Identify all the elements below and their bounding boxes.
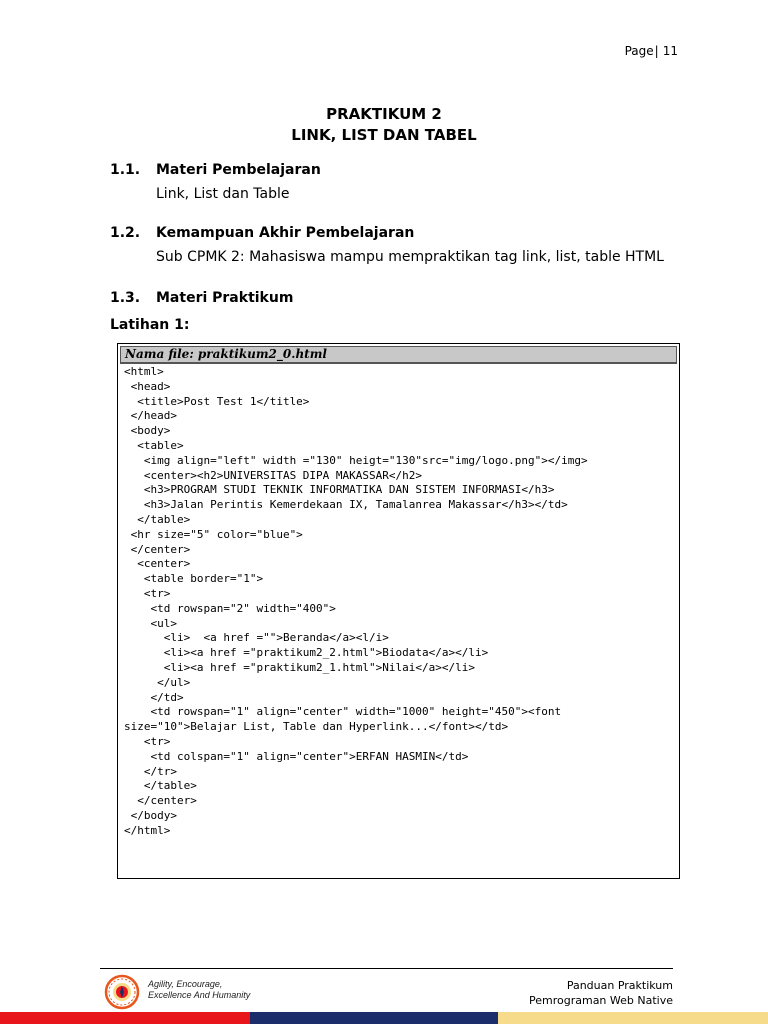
tagline-line-1: Agility, Encourage, <box>148 979 223 989</box>
footer-title-line-2: Pemrograman Web Native <box>529 994 673 1007</box>
tagline-line-2: Excellence And Humanity <box>148 990 251 1000</box>
title-line-1: PRAKTIKUM 2 <box>326 105 442 123</box>
section-1-2 <box>110 225 664 265</box>
section-1-1 <box>110 162 321 202</box>
page-number: 11 <box>662 44 678 58</box>
footer-title-line-1: Panduan Praktikum <box>566 979 673 992</box>
footer-tagline <box>148 979 250 1001</box>
code-filename: Nama file: praktikum2_0.html <box>120 346 677 363</box>
section-number: 1.2. <box>110 225 141 241</box>
document-title <box>0 104 768 146</box>
page-header <box>625 44 678 58</box>
section-body: Link, List dan Table <box>156 186 290 202</box>
footer-doc-title <box>529 978 673 1008</box>
stripe-red <box>0 1012 250 1024</box>
code-content: <html> <head> <title>Post Test 1</title> </head> <body> <table> <img align="left" width ="130" heigt="130"src="img/logo.png"></img> <center><h2>UNIVERSITAS DIPA MAKASSAR</h2> <h3>PROGRAM STUDI TEKNIK INFORMATIKA DAN SISTEM INFORMASI</h3> <h3>Jalan Perintis Kemerdekaan IX, Tamalanrea Makassar</h3></td> </table> <hr size="5" color="blue"> </center> <center> <table border="1"> <tr> <td rowspan="2" width="400"> <ul> <li> <a href ="">Beranda</a><l/i> <li><a href ="praktikum2_2.html">Biodata</a></li> <li><a href ="praktikum2_1.html">Nilai</a></li> </ul> </td> <td rowspan="1" align="center" width="1000" height="450"><font size="10">Belajar List, Table dan Hyperlink...</font></td> <tr> <td colspan="1" align="center">ERFAN HASMIN</td> </tr> </table> </center> </body> </html> <box>120 363 677 839</box>
footer-color-stripe <box>0 1012 768 1024</box>
section-number: 1.3. <box>110 290 141 306</box>
exercise-label: Latihan 1: <box>110 317 190 333</box>
section-1-3 <box>110 290 293 306</box>
footer-divider <box>100 968 673 969</box>
section-heading: Kemampuan Akhir Pembelajaran <box>156 225 415 241</box>
section-number: 1.1. <box>110 162 141 178</box>
page-label: Page <box>624 44 654 58</box>
university-logo-icon <box>104 974 140 1010</box>
section-body: Sub CPMK 2: Mahasiswa mampu mempraktikan tag link, list, table HTML <box>156 249 664 265</box>
code-listing <box>117 343 680 879</box>
section-heading: Materi Pembelajaran <box>156 162 321 178</box>
stripe-yellow <box>498 1012 768 1024</box>
page-separator: | <box>654 44 659 58</box>
section-heading: Materi Praktikum <box>156 290 294 306</box>
stripe-navy <box>250 1012 498 1024</box>
title-line-2: LINK, LIST DAN TABEL <box>291 126 477 144</box>
